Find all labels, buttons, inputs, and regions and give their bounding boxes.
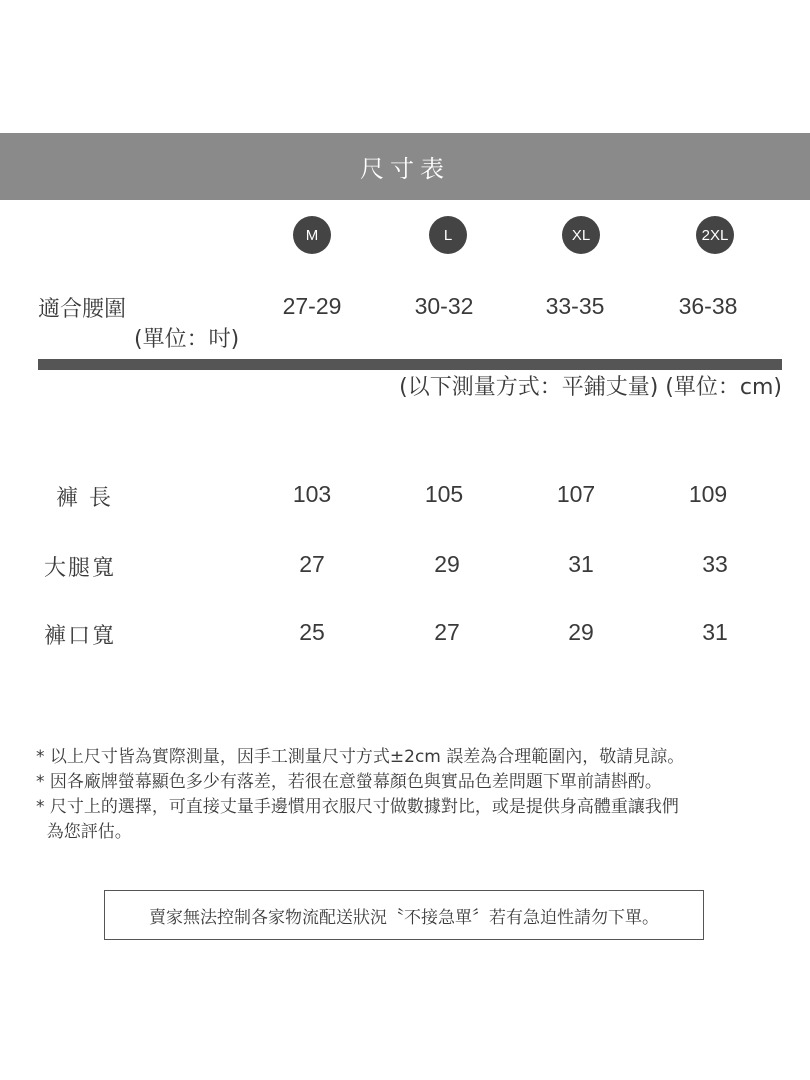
shipping-notice: 賣家無法控制各家物流配送狀況〝不接急單〞若有急迫性請勿下單。 <box>104 890 704 940</box>
note-line: * 因各廠牌螢幕顯色多少有落差，若很在意螢幕顏色與實品色差問題下單前請斟酌。 <box>36 772 662 792</box>
opening-value-2xl: 31 <box>702 619 728 645</box>
size-chart-title: 尺寸表 <box>0 133 810 200</box>
note-line: * 以上尺寸皆為實際測量，因手工測量尺寸方式±2cm 誤差為合理範圍內，敬請見諒。 <box>36 747 685 767</box>
waist-value-2xl: 36-38 <box>678 293 738 319</box>
length-value-l: 105 <box>424 481 464 507</box>
length-value-xl: 107 <box>556 481 596 507</box>
row-label-leg-opening: 褲口寬 <box>44 624 117 649</box>
length-value-2xl: 109 <box>688 481 728 507</box>
thigh-value-2xl: 33 <box>702 551 728 577</box>
note-line: * 尺寸上的選擇，可直接丈量手邊慣用衣服尺寸做數據對比，或是提供身高體重讓我們 <box>36 797 679 817</box>
waist-value-m: 27-29 <box>282 293 342 319</box>
row-label-length: 褲 長 <box>56 486 113 511</box>
divider-bar <box>38 359 782 370</box>
opening-value-xl: 29 <box>568 619 594 645</box>
size-badge-m: M <box>293 216 331 254</box>
thigh-value-l: 29 <box>434 551 460 577</box>
size-badge-l: L <box>429 216 467 254</box>
waist-value-xl: 33-35 <box>545 293 605 319</box>
thigh-value-xl: 31 <box>568 551 594 577</box>
measure-note: (以下測量方式：平鋪丈量) (單位：cm) <box>399 375 782 400</box>
thigh-value-m: 27 <box>299 551 325 577</box>
waist-value-l: 30-32 <box>414 293 474 319</box>
row-label-thigh: 大腿寬 <box>44 556 117 581</box>
size-badge-xl: XL <box>562 216 600 254</box>
note-line: 為您評估。 <box>36 822 132 842</box>
waist-unit: (單位：吋) <box>134 327 240 352</box>
length-value-m: 103 <box>292 481 332 507</box>
opening-value-m: 25 <box>299 619 325 645</box>
waist-label: 適合腰圍 <box>38 297 127 322</box>
opening-value-l: 27 <box>434 619 460 645</box>
size-badge-2xl: 2XL <box>696 216 734 254</box>
